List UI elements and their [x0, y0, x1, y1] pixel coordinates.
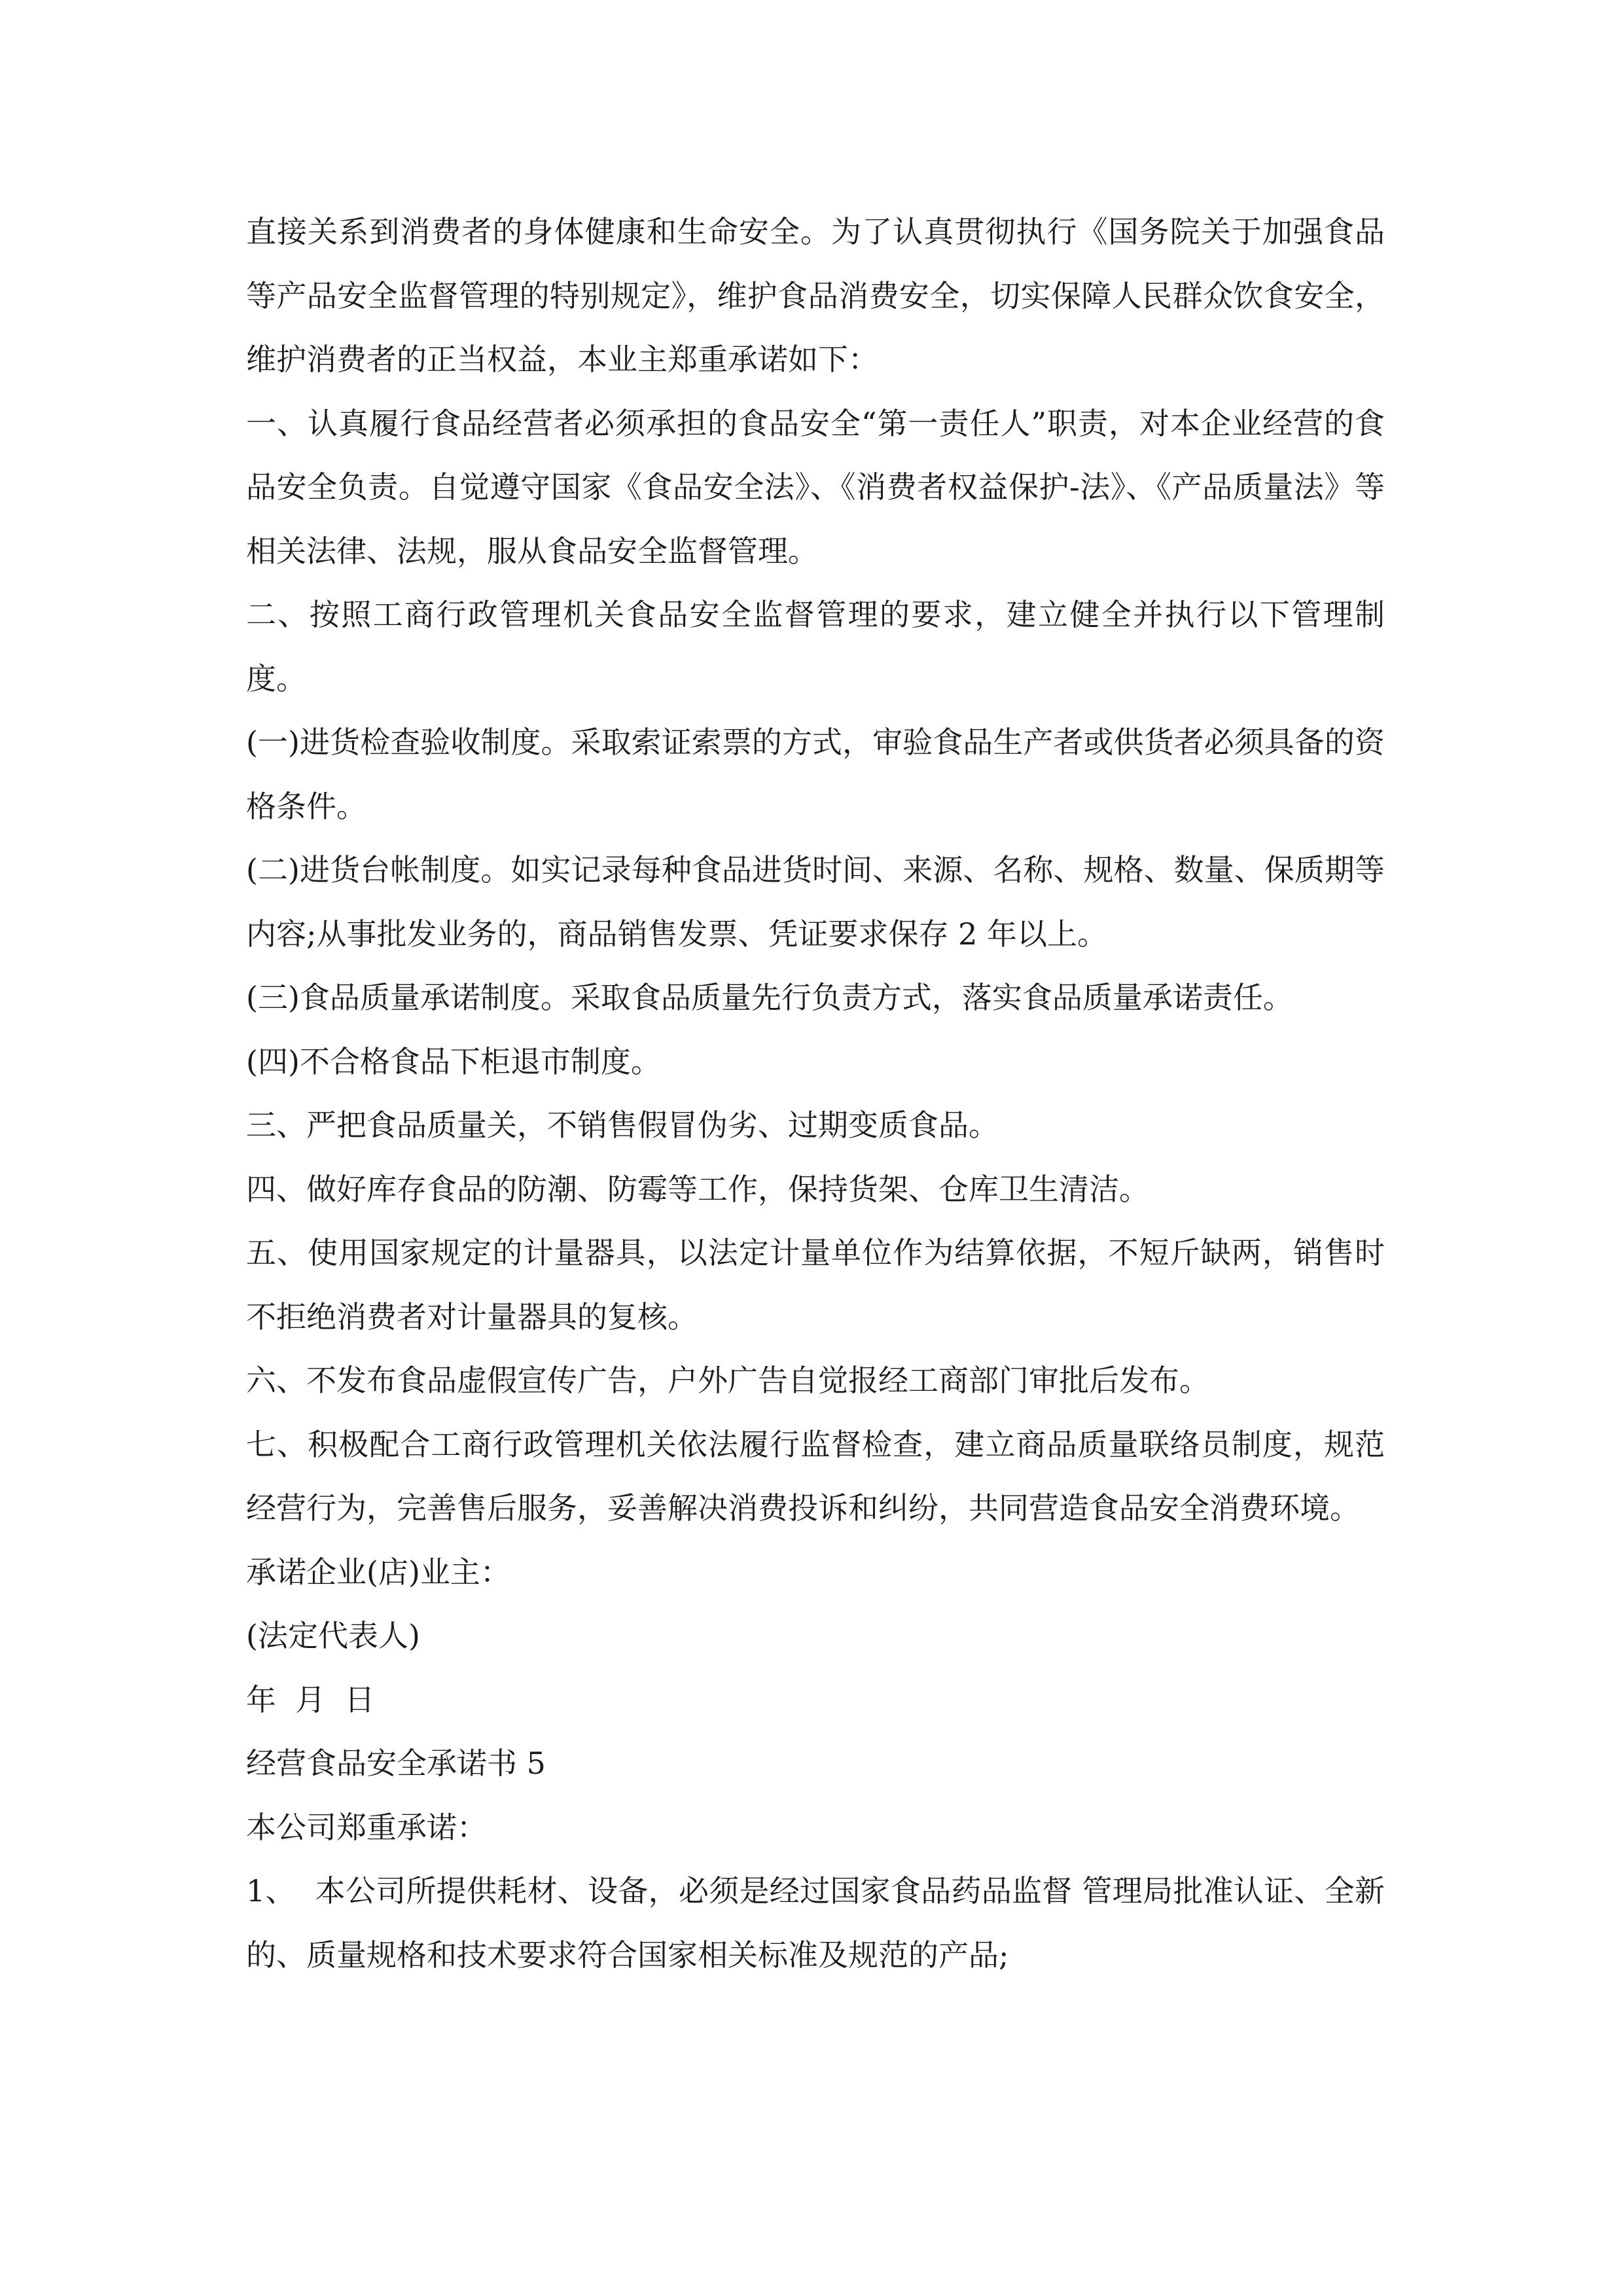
paragraph-item-2: 二、按照工商行政管理机关食品安全监督管理的要求，建立健全并执行以下管理制度。	[246, 597, 1385, 696]
paragraph-item-7: 七、积极配合工商行政管理机关依法履行监督检查，建立商品质量联络员制度，规范经营行为，完善售后服务，妥善解决消费投诉和纠纷，共同营造食品安全消费环境。	[246, 1426, 1385, 1526]
paragraph-subitem-3: (三)食品质量承诺制度。采取食品质量先行负责方式，落实食品质量承诺责任。	[246, 980, 1293, 1015]
paragraph-item-5: 五、使用国家规定的计量器具，以法定计量单位作为结算依据，不短斤缺两，销售时不拒绝消费者对计量器具的复核。	[246, 1235, 1385, 1335]
paragraph-item-1: 一、认真履行食品经营者必须承担的食品安全“第一责任人”职责，对本企业经营的食品安全负责。自觉遵守国家《食品安全法》、《消费者权益保护-法》、《产品质量法》等相关法律、法规，服从食品安全监督管理。	[246, 405, 1385, 569]
document-body	[246, 200, 1385, 1987]
signature-date-line: 年 月 日	[246, 1681, 375, 1717]
signature-owner-line: 承诺企业(店)业主：	[246, 1554, 510, 1590]
paragraph-item-4: 四、做好库存食品的防潮、防霉等工作，保持货架、仓库卫生清洁。	[246, 1171, 1149, 1207]
paragraph-subitem-4: (四)不合格食品下柜退市制度。	[246, 1043, 661, 1079]
company-pledge-item-1: 1、 本公司所提供耗材、设备，必须是经过国家食品药品监督 管理局批准认证、全新的、质量规格和技术要求符合国家相关标准及规范的产品;	[246, 1873, 1385, 1973]
paragraph-item-3: 三、严把食品质量关，不销售假冒伪劣、过期变质食品。	[246, 1107, 999, 1143]
paragraph-item-6: 六、不发布食品虚假宣传广告，户外广告自觉报经工商部门审批后发布。	[246, 1363, 1209, 1398]
signature-legal-rep-line: (法定代表人)	[246, 1618, 420, 1653]
paragraph-subitem-2: (二)进货台帐制度。如实记录每种食品进货时间、来源、名称、规格、数量、保质期等内容;从事批发业务的，商品销售发票、凭证要求保存 2 年以上。	[246, 852, 1385, 952]
company-pledge-intro: 本公司郑重承诺：	[246, 1809, 487, 1845]
paragraph-subitem-1: (一)进货检查验收制度。采取索证索票的方式，审验食品生产者或供货者必须具备的资格条件。	[246, 725, 1385, 824]
paragraph-intro: 直接关系到消费者的身体健康和生命安全。为了认真贯彻执行《国务院关于加强食品等产品安全监督管理的特别规定》，维护食品消费安全，切实保障人民群众饮食安全，维护消费者的正当权益，本业主郑重承诺如下：	[246, 214, 1385, 377]
section-title: 经营食品安全承诺书 5	[246, 1746, 546, 1781]
